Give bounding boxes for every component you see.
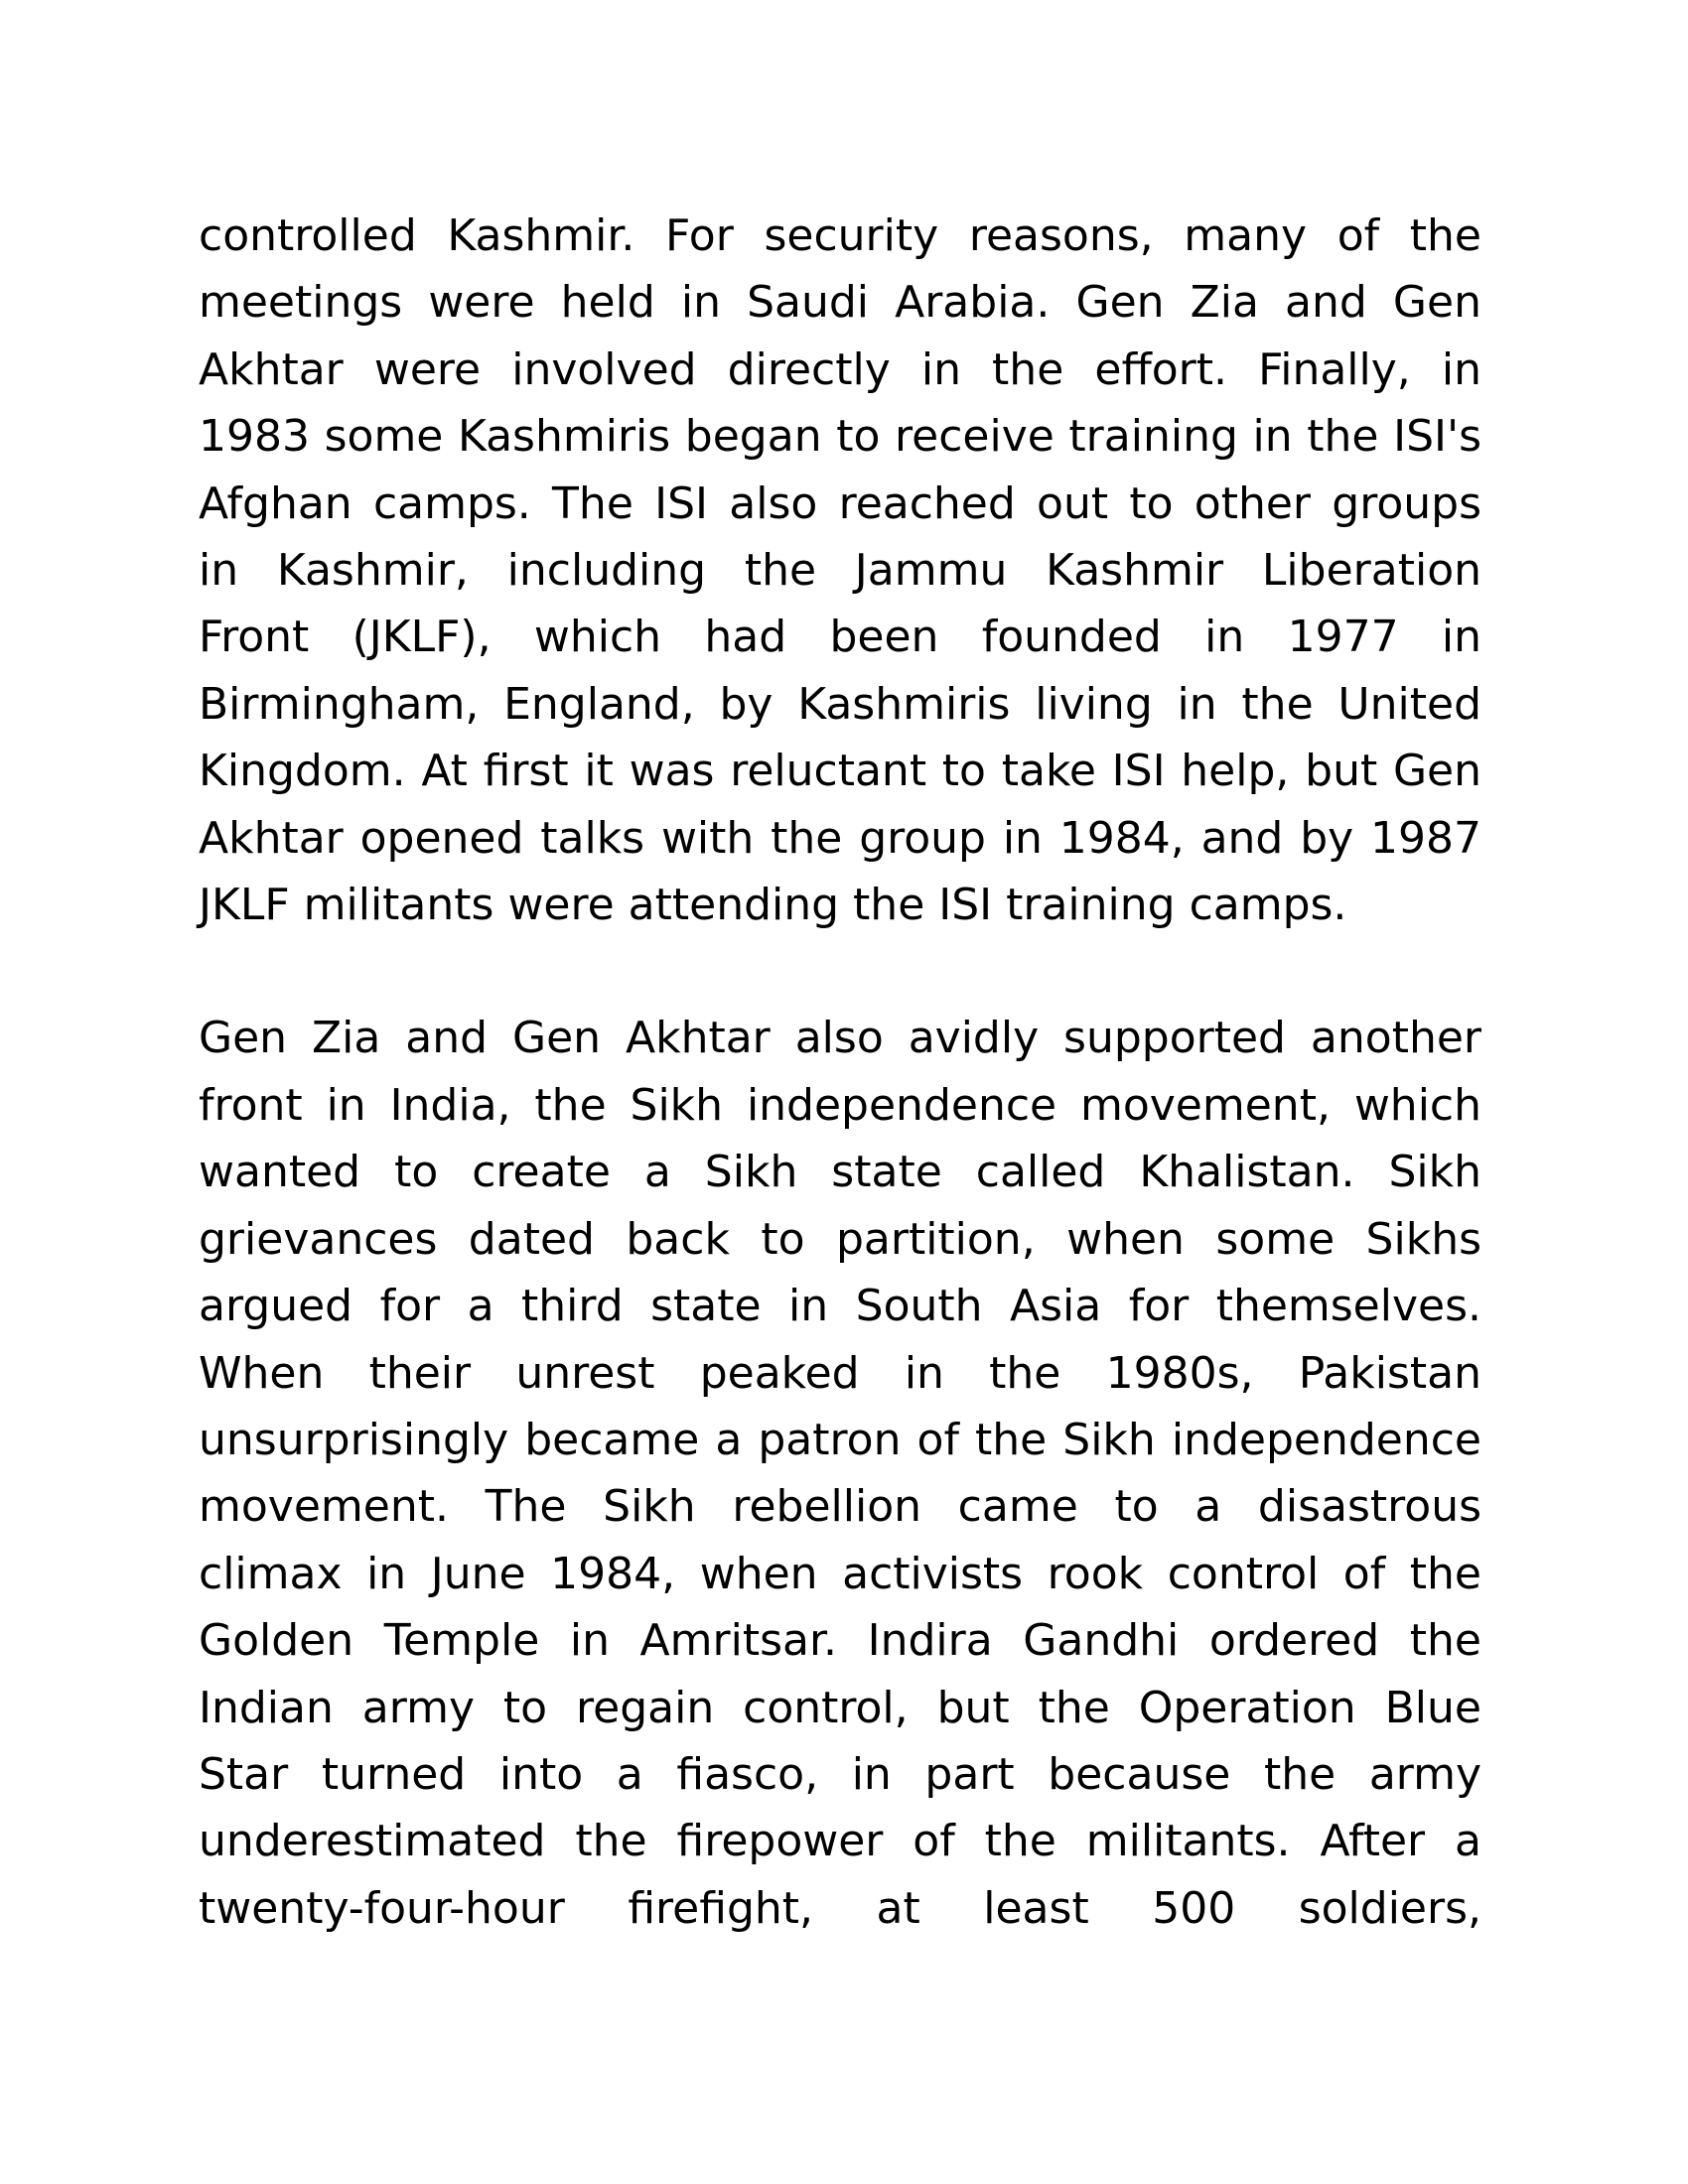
- text-line: Indian army to regain control, but the Operation Blue: [199, 1682, 1481, 1733]
- document-body: [199, 203, 1481, 1942]
- text-line: Gen Zia and Gen Akhtar also avidly supported another: [199, 1013, 1481, 1064]
- text-line: in Kashmir, including the Jammu Kashmir Liberation: [199, 545, 1481, 597]
- text-line: wanted to create a Sikh state called Khalistan. Sikh: [199, 1147, 1481, 1198]
- text-line: unsurprisingly became a patron of the Sikh independence: [199, 1414, 1481, 1465]
- paragraph-1: [199, 203, 1481, 938]
- text-line: meetings were held in Saudi Arabia. Gen Zia and Gen: [199, 277, 1481, 329]
- text-line: Golden Temple in Amritsar. Indira Gandhi ordered the: [199, 1615, 1481, 1667]
- text-line: argued for a third state in South Asia for themselves.: [199, 1281, 1481, 1332]
- text-line: Birmingham, England, by Kashmiris living in the United: [199, 678, 1481, 730]
- text-line: controlled Kashmir. For security reasons, many of the: [199, 210, 1481, 261]
- text-line: Akhtar were involved directly in the effort. Finally, in: [199, 343, 1481, 395]
- text-line: underestimated the firepower of the militants. After a: [199, 1816, 1481, 1867]
- text-line: Star turned into a fiasco, in part because the army: [199, 1748, 1481, 1800]
- text-line: Kingdom. At first it was reluctant to take ISI help, but Gen: [199, 746, 1481, 797]
- text-line: Afghan camps. The ISI also reached out to other groups: [199, 478, 1481, 529]
- paragraph-2: [199, 1005, 1481, 1942]
- text-line: grievances dated back to partition, when some Sikhs: [199, 1213, 1481, 1265]
- text-line: climax in June 1984, when activists rook control of the: [199, 1548, 1481, 1599]
- text-line: front in India, the Sikh independence movement, which: [199, 1079, 1481, 1131]
- text-line: 1983 some Kashmiris began to receive training in the ISI's: [199, 411, 1481, 463]
- text-line: When their unrest peaked in the 1980s, Pakistan: [199, 1347, 1481, 1399]
- text-line: Front (JKLF), which had been founded in 1977 in: [199, 612, 1481, 663]
- text-line: twenty-four-hour firefight, at least 500 soldiers,: [199, 1882, 1481, 1934]
- text-line: JKLF militants were attending the ISI training camps.: [199, 880, 1347, 931]
- text-line: Akhtar opened talks with the group in 1984, and by 1987: [199, 812, 1481, 864]
- text-line: movement. The Sikh rebellion came to a disastrous: [199, 1481, 1481, 1533]
